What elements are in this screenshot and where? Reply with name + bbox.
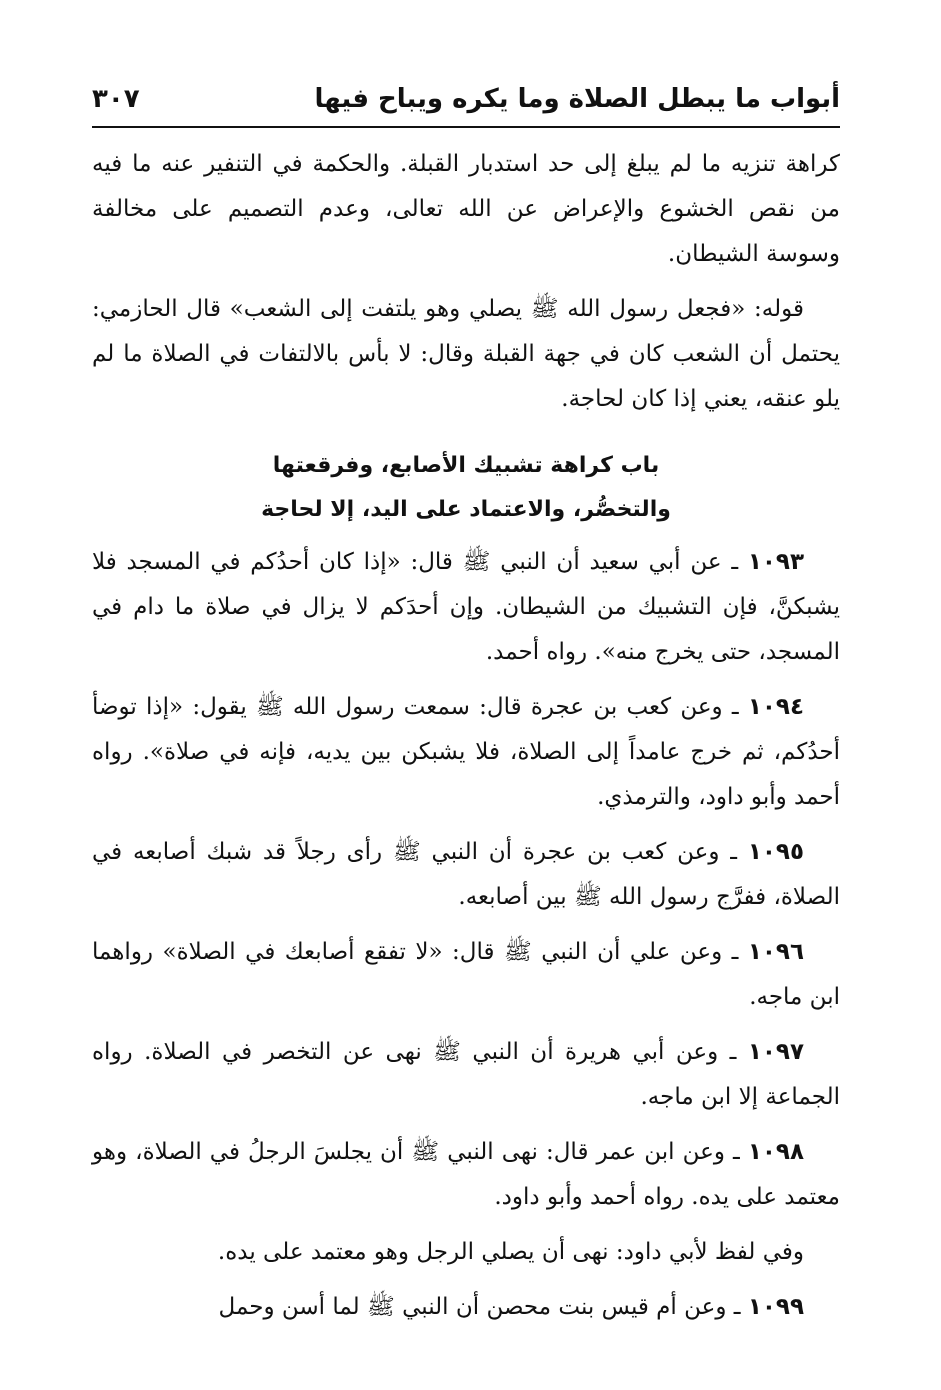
hadith-paragraph: ١٠٩٦ ـ وعن علي أن النبي ﷺ قال: «لا تفقع أصابعك في الصلاة» رواهما ابن ماجه.	[92, 939, 840, 1010]
hadith-text: وعن علي أن النبي ﷺ قال: «لا تفقع أصابعك في الصلاة» رواهما ابن ماجه.	[92, 939, 840, 1010]
hadith-number: ١٠٩٤	[747, 694, 804, 720]
hadith-paragraph: ١٠٩٨ ـ وعن ابن عمر قال: نهى النبي ﷺ أن يجلسَ الرجلُ في الصلاة، وهو معتمد على يده. رواه أحمد وأبو داود.	[92, 1139, 840, 1210]
running-title: أبواب ما يبطل الصلاة وما يكره ويباح فيها	[314, 84, 840, 114]
hadith-number: ١٠٩٥	[747, 839, 804, 865]
hadith-paragraph: ١٠٩٥ ـ وعن كعب بن عجرة أن النبي ﷺ رأى رجلاً قد شبك أصابعه في الصلاة، ففرَّج رسول الله ﷺ بين أصابعه.	[92, 839, 840, 910]
header-divider	[92, 126, 840, 128]
hadith-number: ١٠٩٩	[747, 1294, 804, 1320]
hadith-number: ١٠٩٣	[747, 549, 804, 575]
hadith-paragraph: ١٠٩٩ ـ وعن أم قيس بنت محصن أن النبي ﷺ لما أسن وحمل	[218, 1294, 804, 1320]
hadith-paragraph: ١٠٩٧ ـ وعن أبي هريرة أن النبي ﷺ نهى عن التخصر في الصلاة. رواه الجماعة إلا ابن ماجه.	[92, 1039, 840, 1110]
hadith-text: وعن أم قيس بنت محصن أن النبي ﷺ لما أسن وحمل	[218, 1294, 727, 1320]
hadith-paragraph: ١٠٩٣ ـ عن أبي سعيد أن النبي ﷺ قال: «إذا كان أحدُكم في المسجد فلا يشبكنَّ، فإن التشبيك من الشيطان. وإن أحدَكم لا يزال في صلاة ما دام في المسجد، حتى يخرج منه». رواه أحمد.	[92, 549, 840, 665]
hadith-number: ١٠٩٦	[747, 939, 804, 965]
hadith-text: وعن ابن عمر قال: نهى النبي ﷺ أن يجلسَ الرجلُ في الصلاة، وهو معتمد على يده. رواه أحمد وأبو داود.	[92, 1139, 840, 1210]
hadith-note: وفي لفظ لأبي داود: نهى أن يصلي الرجل وهو معتمد على يده.	[217, 1239, 804, 1265]
intro-paragraph-2: قوله: «فجعل رسول الله ﷺ يصلي وهو يلتفت إلى الشعب» قال الحازمي: يحتمل أن الشعب كان في جهة القبلة وقال: لا بأس بالالتفات في الصلاة ما لم يلو عنقه، يعني إذا كان لحاجة.	[92, 296, 840, 412]
hadith-text: وعن كعب بن عجرة قال: سمعت رسول الله ﷺ يقول: «إذا توضأ أحدُكم، ثم خرج عامداً إلى الصلاة، فلا يشبكن بين يديه، فإنه في صلاة». رواه أحمد وأبو داود، والترمذي.	[92, 694, 840, 810]
hadith-text: عن أبي سعيد أن النبي ﷺ قال: «إذا كان أحدُكم في المسجد فلا يشبكنَّ، فإن التشبيك من الشيطان. وإن أحدَكم لا يزال في صلاة ما دام في المسجد، حتى يخرج منه». رواه أحمد.	[92, 549, 840, 665]
intro-paragraph-1: كراهة تنزيه ما لم يبلغ إلى حد استدبار القبلة. والحكمة في التنفير عنه ما فيه من نقص الخشوع والإعراض عن الله تعالى، وعدم التصميم على مخالفة وسوسة الشيطان.	[92, 151, 840, 267]
chapter-title-line-1: باب كراهة تشبيك الأصابع، وفرقعتها	[272, 453, 660, 478]
hadith-text: وعن كعب بن عجرة أن النبي ﷺ رأى رجلاً قد شبك أصابعه في الصلاة، ففرَّج رسول الله ﷺ بين أصابعه.	[92, 839, 840, 910]
hadith-number: ١٠٩٧	[747, 1039, 804, 1065]
chapter-title-line-2: والتخصُّر، والاعتماد على اليد، إلا لحاجة	[261, 497, 671, 522]
chapter-heading	[92, 444, 840, 532]
hadith-number: ١٠٩٨	[747, 1139, 804, 1165]
hadith-text: وعن أبي هريرة أن النبي ﷺ نهى عن التخصر في الصلاة. رواه الجماعة إلا ابن ماجه.	[92, 1039, 840, 1110]
hadith-paragraph: ١٠٩٤ ـ وعن كعب بن عجرة قال: سمعت رسول الله ﷺ يقول: «إذا توضأ أحدُكم، ثم خرج عامداً إلى الصلاة، فلا يشبكن بين يديه، فإنه في صلاة». رواه أحمد وأبو داود، والترمذي.	[92, 694, 840, 810]
book-page	[92, 78, 840, 1340]
page-number: ٣٠٧	[92, 84, 140, 114]
page-header	[92, 78, 840, 122]
